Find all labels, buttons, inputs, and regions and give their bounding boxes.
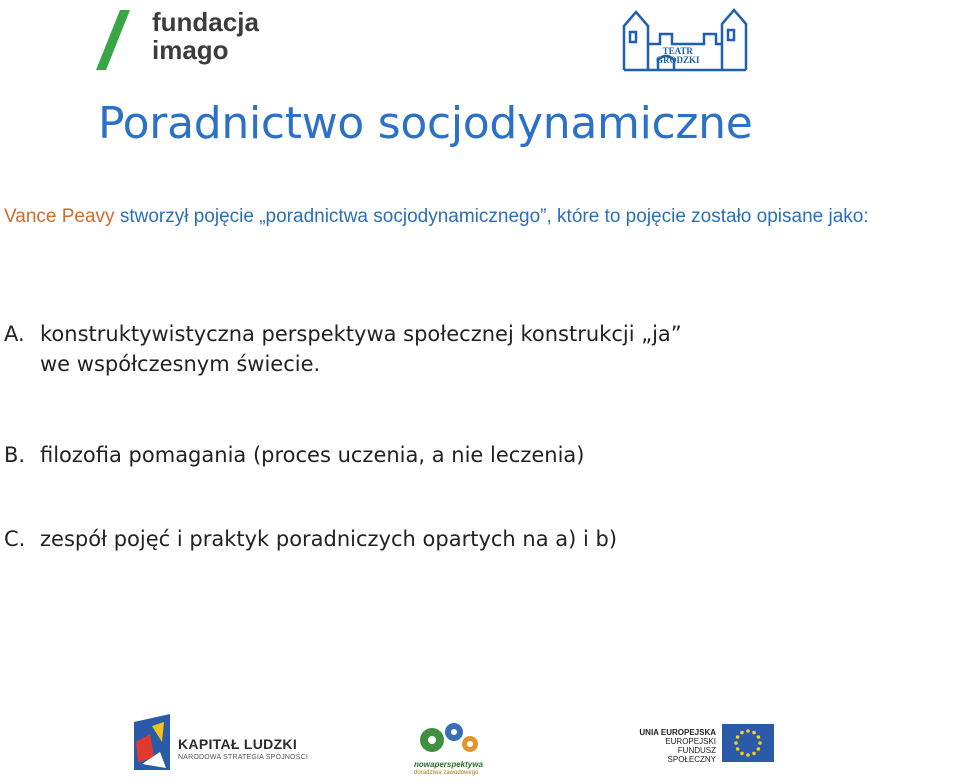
teatr-line: TEATR <box>662 46 693 56</box>
grodzki-line: GRODZKI <box>656 55 700 65</box>
list-item-c <box>4 524 617 554</box>
eu-logo <box>636 722 776 770</box>
list-item-a <box>4 319 682 379</box>
item-letter: B. <box>4 443 26 467</box>
imago-line: imago <box>152 35 229 65</box>
fundacja-imago-logo <box>90 4 290 74</box>
item-text-continued: we współczesnym świecie. <box>40 352 321 376</box>
item-text: filozofia pomagania (proces uczenia, a nie leczenia) <box>40 443 585 467</box>
kapital-ludzki-logo <box>130 712 330 776</box>
nowa-perspektywa-text: nowaperspektywa <box>414 760 483 769</box>
eu-flag-icon <box>722 724 774 762</box>
kapital-ludzki-text: KAPITAŁ LUDZKI <box>178 736 298 752</box>
item-letter: A. <box>4 322 25 346</box>
kapital-ludzki-subtitle: NARODOWA STRATEGIA SPÓJNOŚCI <box>178 754 309 761</box>
teatr-grodzki-logo <box>618 4 752 74</box>
intro-text: stworzył pojęcie „poradnictwa socjodynamicznego”, które to pojęcie zostało opisane jako: <box>114 206 869 227</box>
eu-line-3: FUNDUSZ SPOŁECZNY <box>667 746 716 764</box>
eu-line-2: EUROPEJSKI <box>665 737 716 746</box>
nowa-perspektywa-subtitle: doradztwa zawodowego <box>414 770 479 776</box>
nowa-perspektywa-logo <box>410 716 510 780</box>
item-text: konstruktywistyczna perspektywa społecznej konstrukcji „ja” <box>40 322 682 346</box>
eu-text-block <box>636 728 716 764</box>
item-text: zespół pojęć i praktyk poradniczych opartych na a) i b) <box>40 527 618 551</box>
teatr-logo-text <box>656 47 700 65</box>
item-letter: C. <box>4 527 26 551</box>
slash-mark-icon <box>90 6 140 72</box>
gears-icon <box>410 716 490 760</box>
fundacja-line: fundacja <box>152 7 259 37</box>
list-item-b <box>4 440 584 470</box>
author-name: Vance Peavy <box>4 206 115 227</box>
fundacja-logo-text <box>152 8 259 64</box>
eu-line-1: UNIA EUROPEJSKA <box>639 728 716 737</box>
page-title: Poradnictwo socjodynamiczne <box>98 98 753 149</box>
intro-paragraph <box>4 202 960 231</box>
kapital-ludzki-emblem-icon <box>130 712 174 772</box>
